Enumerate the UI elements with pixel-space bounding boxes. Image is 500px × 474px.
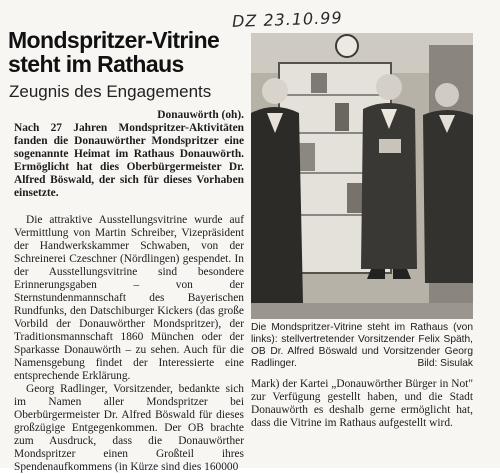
photo-illustration — [251, 33, 473, 319]
photo-caption — [251, 322, 473, 370]
handwritten-date: DZ 23.10.99 — [231, 8, 343, 31]
lead-text: Nach 27 Jahren Mondspritzer-Aktivitäten fanden die Donauwörther Mondspritzer eine sogenannte Heimat im Rathaus Donauwörth. Ermöglicht hat dies Oberbürgermeister Dr. Alfred Böswald, der sich für dieses Vorhaben einsetzte. — [14, 122, 244, 199]
article-headline: Mondspritzer-Vitrine steht im Rathaus — [8, 27, 220, 77]
article-body-left-column — [14, 214, 244, 474]
article-photo — [251, 33, 473, 319]
body-paragraph: Die attraktive Ausstellungsvitrine wurde auf Vermittlung von Martin Schreiber, Vizepräsident der Handwerkskammer Schwaben, von der Schreinerei Czeschner (Nördlingen) gespendet. In der Ausstellungsvitrine sind besondere Erinnerungsgaben – von der Sternstundenmannschaft des Bayerischen Rundfunks, den Datschiburger Kickers (das große Vorbild der Donauwörther Mondspritzer), der Traditionsmannschaft 1860 München oder der Sparkasse Donauwörth – zu sehen. Auch für die Namensgebung findet der Interessierte eine entsprechende Erklärung. — [14, 214, 244, 382]
article-lead — [14, 109, 244, 200]
person-left — [251, 107, 303, 303]
person-right — [423, 110, 473, 283]
caption-text: Die Mondspritzer-Vitrine steht im Rathaus (von links): stellvertretender Vorsitzender Felix Späth, OB Dr. Alfred Böswald und Vorsitzender Georg Radlinger. — [251, 322, 473, 369]
article-body-right-column: Mark) der Kartei „Donauwörther Bürger in Not" zur Verfügung gestellt haben, und die Stadt Donauwörth es deshalb gerne ermöglicht hat, dass die Vitrine im Rathaus aufgestellt wird. — [251, 378, 473, 429]
article-subheadline: Zeugnis des Engagements — [9, 82, 212, 101]
article-dateline: Donauwörth (oh). — [157, 109, 244, 121]
body-paragraph: Georg Radlinger, Vorsitzender, bedankte sich im Namen aller Mondspritzer bei Oberbürgermeister Dr. Alfred Böswald für dieses großzügige Entgegenkommen. Der OB brachte zum Ausdruck, dass die Donauwörther Mondspritzer einen Großteil ihres Spendenaufkommens (in Kürze sind dies 160000 — [14, 383, 244, 473]
wall-clock-icon — [336, 35, 358, 57]
photo-credit: Bild: Sisulak — [417, 358, 473, 369]
